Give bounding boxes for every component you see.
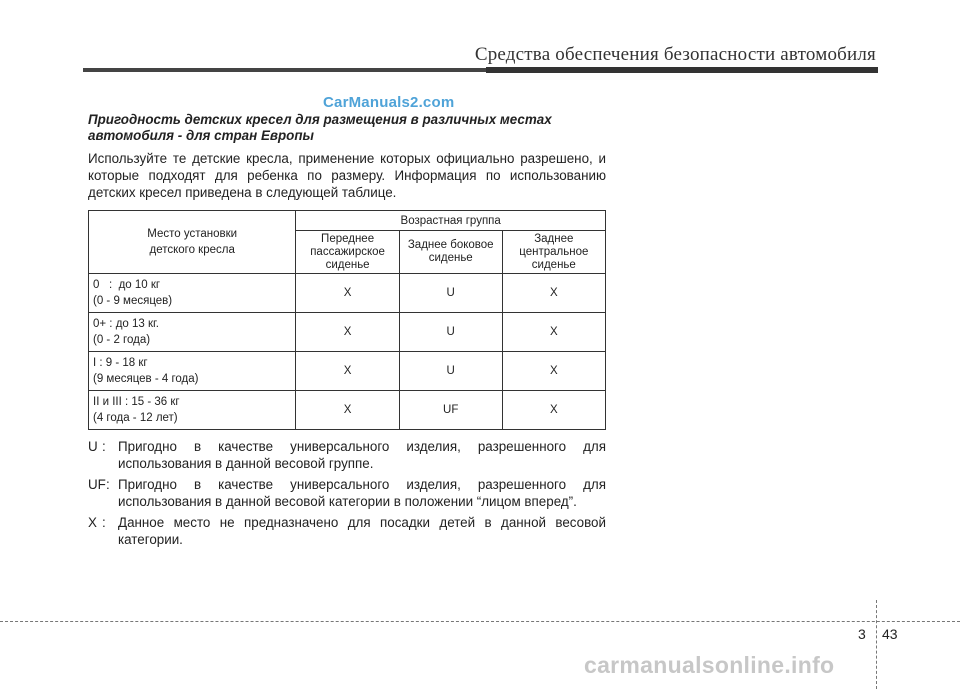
legend	[88, 438, 606, 548]
cell-rear-side: U	[399, 352, 502, 391]
cell-rear-center: X	[502, 352, 605, 391]
seat-header-rear-side: Заднее боковое сиденье	[399, 231, 502, 274]
child-seat-table	[88, 210, 606, 430]
seat-header-rear-center: Заднее центральное сиденье	[502, 231, 605, 274]
table-row	[89, 352, 606, 391]
legend-item	[88, 514, 606, 548]
place-header-line2: детского кресла	[149, 244, 235, 256]
row-weight: I : 9 - 18 кг	[93, 357, 148, 369]
place-header-cell	[89, 211, 296, 274]
seat-header-front: Переднее пассажирское сиденье	[296, 231, 399, 274]
chapter-number: 3	[858, 626, 866, 642]
cell-rear-side: U	[399, 313, 502, 352]
page-header-title: Средства обеспечения безопасности автомобиля	[474, 44, 876, 65]
cell-front: X	[296, 274, 399, 313]
cell-front: X	[296, 352, 399, 391]
legend-colon: :	[102, 439, 106, 454]
intro-paragraph: Используйте те детские кресла, применение которых официально разрешено, и которые подходят для ребенка по размеру. Информация по использованию детских кресел приведена в следующей таблице.	[88, 151, 606, 200]
section-title: Пригодность детских кресел для размещения в различных местах автомобиля - для стран Европы	[88, 112, 552, 143]
legend-text: Пригодно в качестве универсального изделия, разрешенного для использования в данной весовой группе.	[118, 439, 606, 471]
row-weight: 0+ : до 13 кг.	[93, 318, 160, 330]
row-age: (0 - 2 года)	[93, 334, 151, 346]
row-label	[89, 313, 296, 352]
legend-key: X	[88, 515, 97, 530]
cell-rear-side: U	[399, 274, 502, 313]
legend-text: Данное место не предназначено для посадки детей в данной весовой категории.	[118, 515, 606, 547]
legend-colon: :	[106, 477, 110, 492]
place-header-line1: Место установки	[147, 228, 238, 240]
cell-rear-side: UF	[399, 391, 502, 430]
table-row	[89, 391, 606, 430]
legend-key: UF	[88, 477, 106, 492]
page-number-separator	[876, 600, 877, 689]
row-age: (9 месяцев - 4 года)	[93, 373, 199, 385]
legend-colon: :	[102, 515, 106, 530]
watermark-bottom: carmanualsonline.info	[584, 652, 835, 678]
cell-rear-center: X	[502, 313, 605, 352]
legend-text: Пригодно в качестве универсального изделия, разрешенного для использования в данной весовой категории в положении “лицом вперед”.	[118, 477, 606, 509]
row-label	[89, 391, 296, 430]
cell-front: X	[296, 313, 399, 352]
table-row	[89, 313, 606, 352]
legend-item	[88, 438, 606, 472]
header-rule-accent	[486, 67, 878, 73]
table-row	[89, 274, 606, 313]
cell-rear-center: X	[502, 391, 605, 430]
content-column	[88, 112, 606, 552]
page-number: 43	[882, 626, 898, 642]
row-weight: II и III : 15 - 36 кг	[93, 396, 180, 408]
age-group-header: Возрастная группа	[296, 211, 606, 231]
footer-dashed-rule	[0, 621, 960, 622]
row-weight: 0 : до 10 кг	[93, 279, 161, 291]
legend-item	[88, 476, 606, 510]
row-label	[89, 274, 296, 313]
row-label	[89, 352, 296, 391]
legend-key: U	[88, 439, 98, 454]
cell-front: X	[296, 391, 399, 430]
watermark-top: CarManuals2.com	[323, 94, 455, 111]
row-age: (4 года - 12 лет)	[93, 412, 178, 424]
cell-rear-center: X	[502, 274, 605, 313]
row-age: (0 - 9 месяцев)	[93, 295, 173, 307]
